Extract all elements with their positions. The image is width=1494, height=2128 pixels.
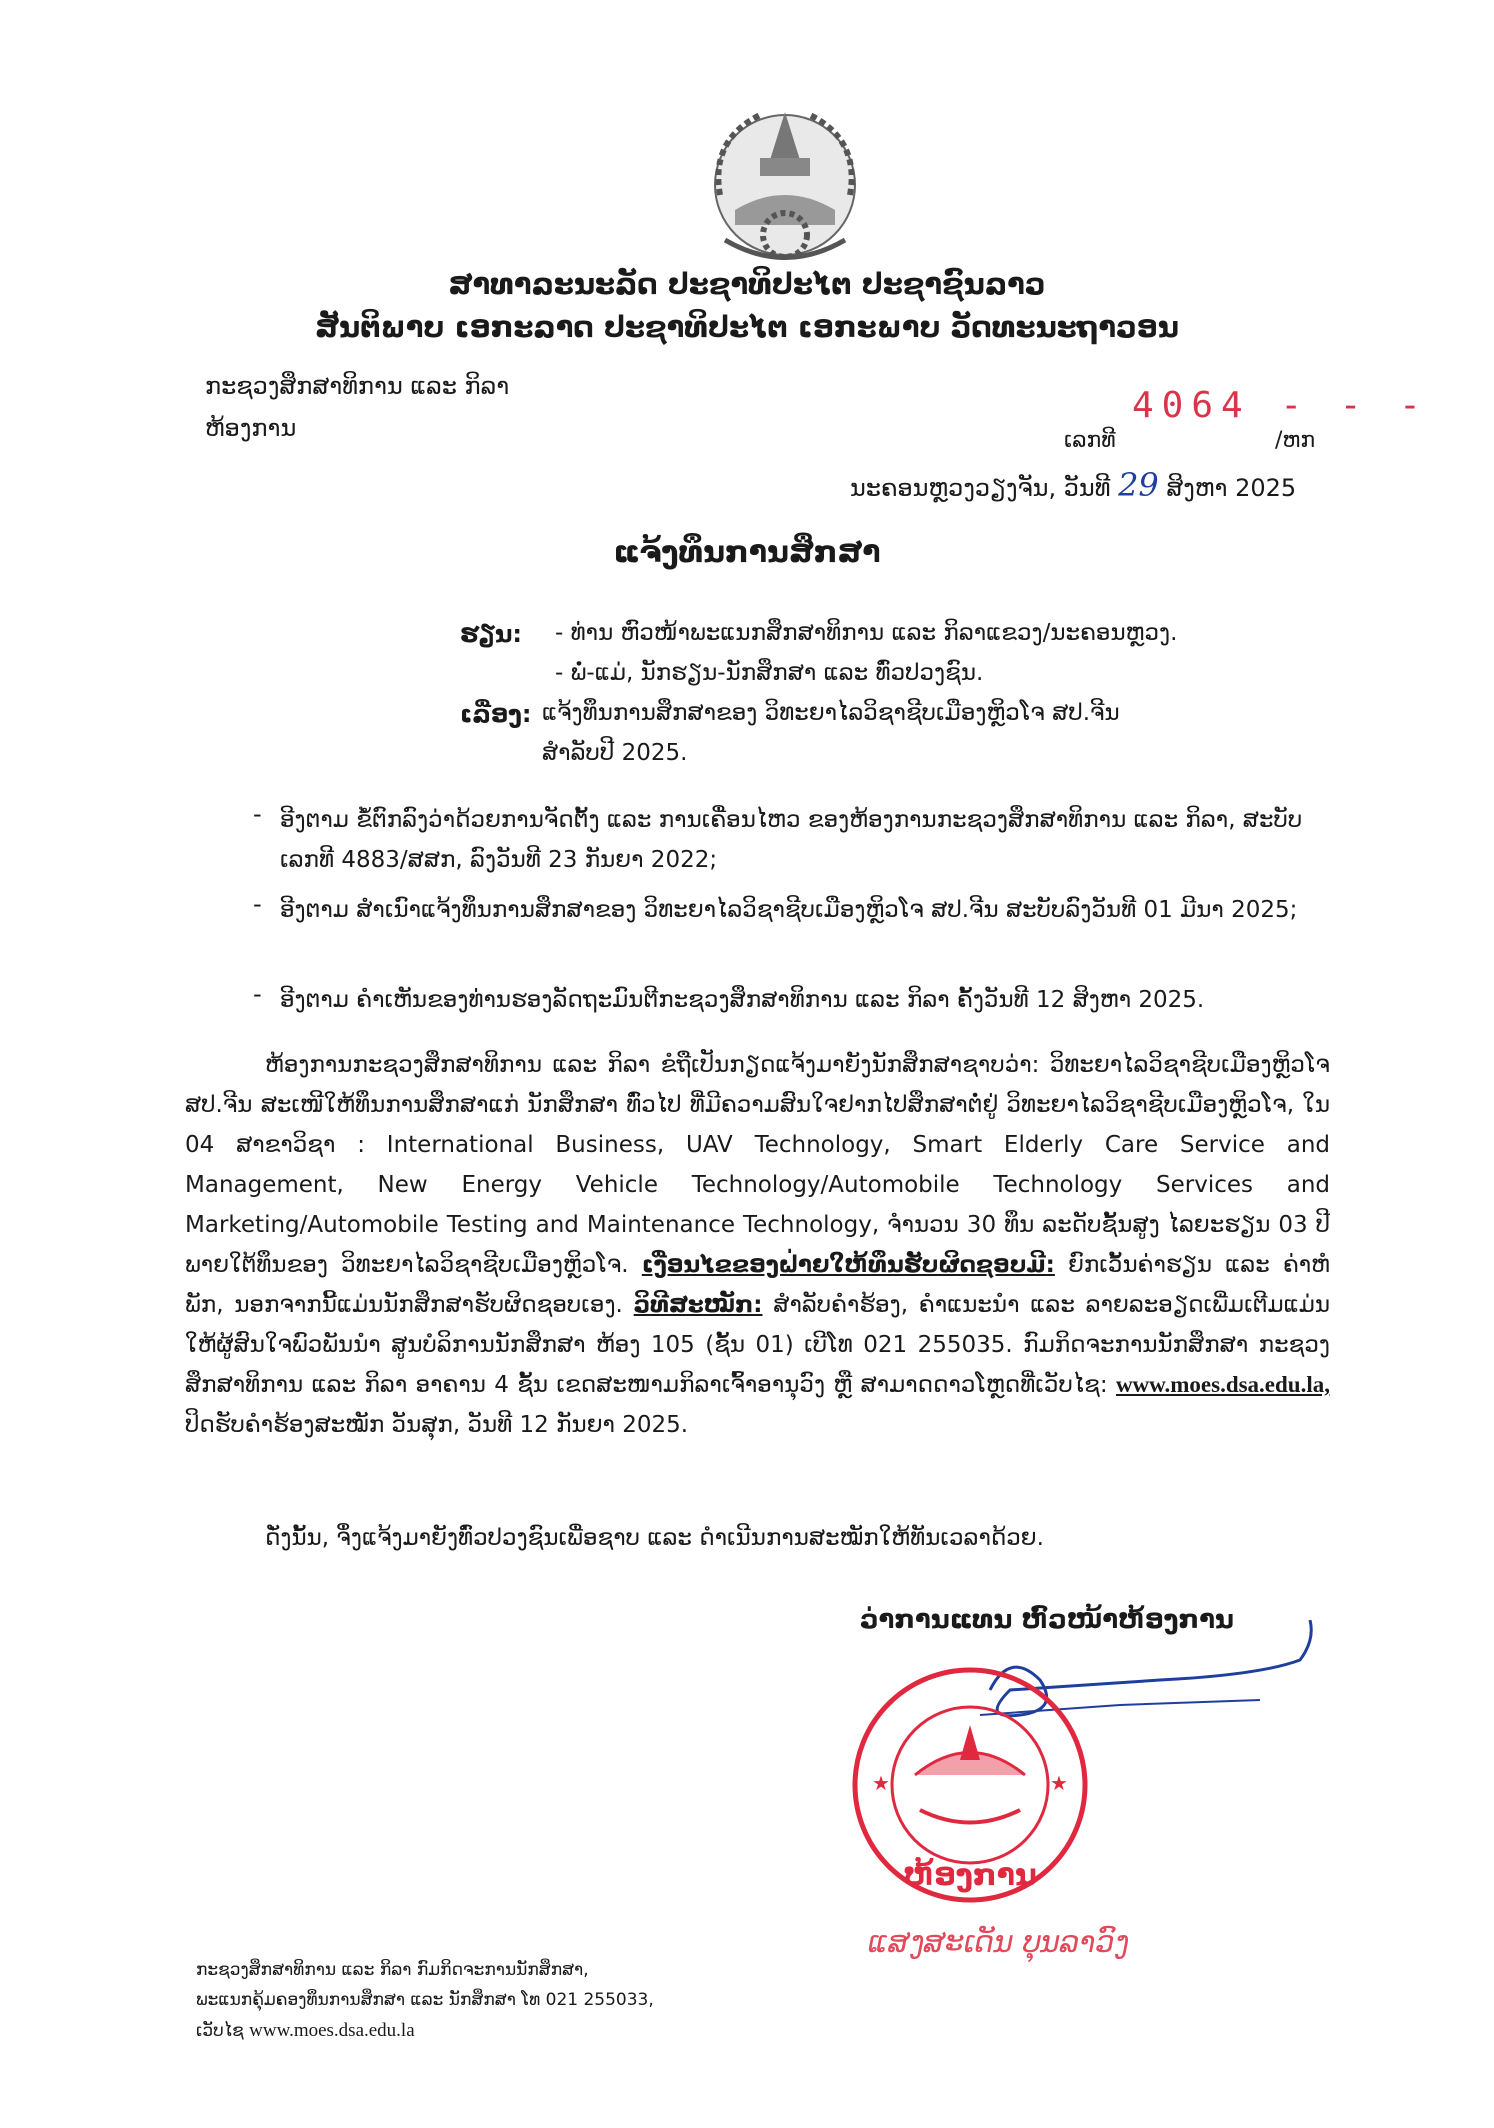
stamp-office-text: ຫ້ອງການ xyxy=(903,1858,1037,1893)
date-day: 29 xyxy=(1118,466,1159,504)
bullet-marker: - xyxy=(253,890,262,918)
footer-line: ພະແນກຄຸ້ມຄອງທຶນການສຶກສາ ແລະ ນັກສຶກສາ ໂທ 021 255033, xyxy=(196,1990,654,2010)
recipient-line: - ທ່ານ ຫົວໜ້າພະແນກສຶກສາທິການ ແລະ ກິລາແຂວງ/ນະຄອນຫຼວງ. xyxy=(555,620,1178,646)
footer-website-link[interactable]: www.moes.dsa.edu.la xyxy=(249,2020,415,2041)
recipient-line: - ພໍ່-ແມ່, ນັກຮຽນ-ນັກສຶກສາ ແລະ ທົ່ວປວງຊົນ. xyxy=(555,660,984,686)
reference-item: ອີງຕາມ ຂໍ້ຕົກລົງວ່າດ້ວຍການຈັດຕັ້ງ ແລະ ການເຄື່ອນໄຫວ ຂອງຫ້ອງການກະຊວງສຶກສາທິການ ແລະ ກິລາ, ສະບັບເລກທີ 4883/ສສກ, ລົງວັນທີ 23 ກັນຍາ 2022; xyxy=(280,807,1303,873)
country-name: ສາທາລະນະລັດ ປະຊາທິປະໄຕ ປະຊາຊົນລາວ xyxy=(448,267,1046,301)
recipients-label: ຮຽນ: xyxy=(460,620,523,648)
document-title: ແຈ້ງທຶນການສຶກສາ xyxy=(613,535,881,570)
closing-line: ດັ່ງນັ້ນ, ຈຶ່ງແຈ້ງມາຍັງທົ່ວປວງຊົນເພື່ອຊາບ ແລະ ດຳເນີນການສະໝັກໃຫ້ທັນເວລາດ້ວຍ. xyxy=(265,1525,1044,1551)
number-label: ເລກທີ xyxy=(1064,428,1116,453)
svg-text:★: ★ xyxy=(1050,1771,1068,1795)
national-emblem-icon xyxy=(690,100,880,270)
signatory-name: ແສງສະເດັນ ບຸນລາວົງ xyxy=(868,1925,1129,1960)
reference-item: ອີງຕາມ ຄຳເຫັນຂອງທ່ານຮອງລັດຖະມົນຕີກະຊວງສຶກສາທິການ ແລະ ກິລາ ຄັ້ງວັນທີ 12 ສິງຫາ 2025. xyxy=(280,987,1205,1013)
application-label: ວິທີສະໝັກ: xyxy=(633,1292,763,1318)
reference-item: ອີງຕາມ ສຳເນົາແຈ້ງທຶນການສຶກສາຂອງ ວິທະຍາໄລວິຊາຊີບເມືອງຫຼິວໂຈ ສປ.ຈີນ ສະບັບລົງວັນທີ 01 ມີນາ 2025; xyxy=(280,897,1298,923)
date-prefix: ນະຄອນຫຼວງວຽງຈັນ, ວັນທີ xyxy=(850,474,1111,502)
document-number: 4064 - - - xyxy=(1132,385,1429,426)
office-name: ຫ້ອງການ xyxy=(205,414,297,442)
date-suffix: ສິງຫາ 2025 xyxy=(1166,474,1297,502)
subject-label: ເລື່ອງ: xyxy=(460,700,532,728)
official-stamp-icon xyxy=(845,1660,1095,1910)
bullet-marker: - xyxy=(253,800,262,828)
subject-line: ແຈ້ງທຶນການສຶກສາຂອງ ວິທະຍາໄລວິຊາຊີບເມືອງຫຼິວໂຈ ສປ.ຈີນ xyxy=(542,700,1120,726)
subject-line: ສຳລັບປີ 2025. xyxy=(542,740,688,766)
svg-text:★: ★ xyxy=(872,1771,890,1795)
ministry-name: ກະຊວງສຶກສາທິການ ແລະ ກິລາ xyxy=(205,372,510,400)
website-link[interactable]: www.moes.dsa.edu.la, xyxy=(1115,1372,1330,1397)
number-suffix: /ຫກ xyxy=(1275,428,1316,453)
signatory-title: ວ່າການແທນ ຫົວໜ້າຫ້ອງການ xyxy=(860,1605,1234,1635)
footer-line: ເວັບໄຊ www.moes.dsa.edu.la xyxy=(196,2020,415,2041)
conditions-label: ເງື່ອນໄຂຂອງຝ່າຍໃຫ້ທຶນຮັບຜິດຊອບມີ: xyxy=(641,1252,1055,1278)
footer-line: ກະຊວງສຶກສາທິການ ແລະ ກິລາ ກົມກິດຈະການນັກສຶກສາ, xyxy=(196,1960,589,1980)
body-paragraph: ຫ້ອງການກະຊວງສຶກສາທິການ ແລະ ກິລາ ຂໍຖືເປັນກຽດແຈ້ງມາຍັງນັກສຶກສາຊາບວ່າ: ວິທະຍາໄລວິຊາຊີບເມືອງຫຼິວໂຈ ສປ.ຈີນ ສະເໜີໃຫ້ທຶນການສຶກສາແກ່ ນັກສຶກສາ ທົ່ວໄປ ທີ່ມີຄວາມສົນໃຈຢາກໄປສຶກສາຕໍ່ຢູ່ ວິທະຍາໄລວິຊາຊີບເມືອງຫຼິວໂຈ, ໃນ 04 ສາຂາວິຊາ : International Business, UAV Technology, Smart Elderly Care Service and Management, New Energy Vehicle Technology/Automobile Technology Services and Marketing/Automobile Testing and Maintenance Technology, ຈຳນວນ 30 ທຶນ ລະດັບຊັ້ນສູງ ໄລຍະຮຽນ 03 ປີ ພາຍໃຕ້ທຶນຂອງ ວິທະຍາໄລວິຊາຊີບເມືອງຫຼິວໂຈ. ເງື່ອນໄຂຂອງຝ່າຍໃຫ້ທຶນຮັບຜິດຊອບມີ: ຍົກເວັ້ນຄ່າຮຽນ ແລະ ຄ່າຫໍພັກ, ນອກຈາກນີ້ແມ່ນນັກສຶກສາຮັບຜິດຊອບເອງ. ວິທີສະໝັກ: ສຳລັບຄຳຮ້ອງ, ຄຳແນະນຳ ແລະ ລາຍລະອຽດເພີ່ມເຕີມແມ່ນໃຫ້ຜູ້ສົນໃຈພົວພັນນຳ ສູນບໍລິການນັກສຶກສາ ຫ້ອງ 105 (ຊັ້ນ 01) ເບີໂທ 021 255035. ກົມກິດຈະການນັກສຶກສາ ກະຊວງສຶກສາທິການ ແລະ ກິລາ ອາຄານ 4 ຊັ້ນ ເຂດສະໜາມກິລາເຈົ້າອານຸວົງ ຫຼື ສາມາດດາວໂຫຼດທີ່ເວັບໄຊ: www.moes.dsa.edu.la, ປິດຮັບຄຳຮ້ອງສະໝັກ ວັນສຸກ, ວັນທີ 12 ກັນຍາ 2025. xyxy=(185,1052,1330,1438)
date-line xyxy=(850,466,1296,504)
bullet-marker: - xyxy=(253,980,262,1008)
national-motto: ສັນຕິພາບ ເອກະລາດ ປະຊາທິປະໄຕ ເອກະພາບ ວັດທະນະຖາວອນ xyxy=(315,310,1179,344)
